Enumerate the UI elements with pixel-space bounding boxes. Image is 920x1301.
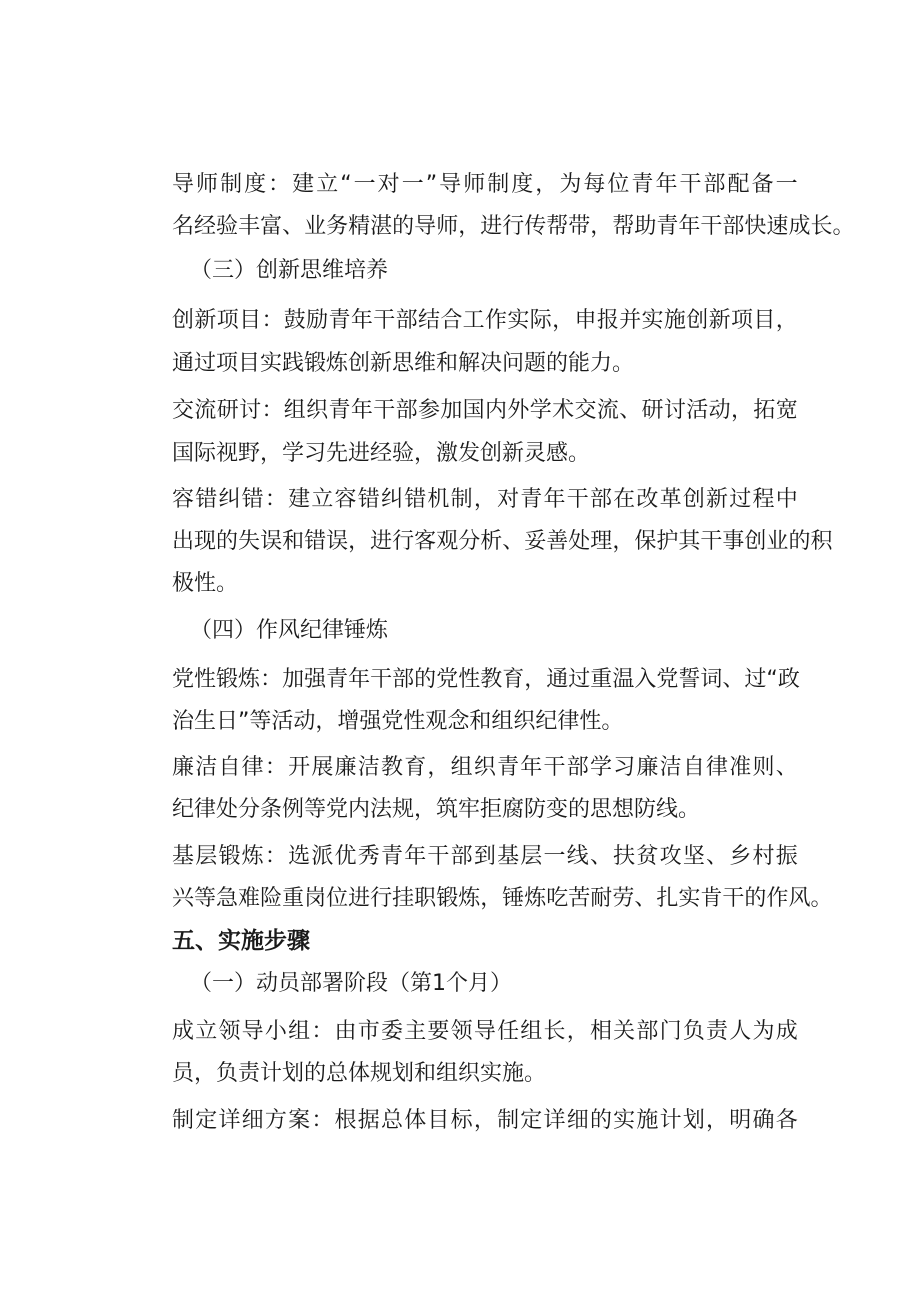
text-line: 治生日”等活动，增强党性观念和组织纪律性。 (172, 709, 624, 734)
text-line: 创 新 项 目 ： 鼓 励 青 年 干 部 结 合 工 作 实 际 ， 申 报 并 实 施 创 新 项 目 ， (172, 308, 798, 333)
text-line: 出 现 的 失 误 和 错 误 ， 进 行 客 观 分 析 、 妥 善 处 理 ， 保 护 其 干 事 创 业 的 积 (172, 529, 833, 554)
text-line: 员，负责计划的总体规划和组织实施。 (172, 1061, 547, 1086)
text-line: 容 错 纠 错 ： 建 立 容 错 纠 错 机 制 ， 对 青 年 干 部 在 改 革 创 新 过 程 中 (172, 487, 798, 512)
text-line: 导 师 制 度 ： 建 立 “ 一 对 一 ” 导 师 制 度 ， 为 每 位 青 年 干 部 配 备 一 (172, 172, 798, 197)
text-line: 通过项目实践锻炼创新思维和解决问题的能力。 (172, 351, 635, 376)
text-line: 极性。 (172, 571, 239, 596)
text-line: 兴 等 急 难 险 重 岗 位 进 行 挂 职 锻 炼 ， 锤 炼 吃 苦 耐 劳 、 扎 实 肯 干 的 作 风 。 (172, 886, 833, 911)
text-line: 成 立 领 导 小 组 ： 由 市 委 主 要 领 导 任 组 长 ， 相 关 部 门 负 责 人 为 成 (172, 1019, 798, 1044)
section-heading: 五、实施步骤 (172, 928, 310, 954)
text-line: 交 流 研 讨 ： 组 织 青 年 干 部 参 加 国 内 外 学 术 交 流 、 研 讨 活 动 ， 拓 宽 (172, 398, 798, 423)
text-line: 名 经 验 丰 富 、 业 务 精 湛 的 导 师 ， 进 行 传 帮 带 ， 帮 助 青 年 干 部 快 速 成 长 。 (172, 214, 855, 239)
sub-heading: （三）创新思维培养 (190, 258, 389, 283)
text-line: 基 层 锻 炼 ： 选 派 优 秀 青 年 干 部 到 基 层 一 线 、 扶 贫 攻 坚 、 乡 村 振 (172, 844, 798, 869)
sub-heading: （四）作风纪律锤炼 (190, 618, 389, 643)
text-line: 国际视野，学习先进经验，激发创新灵感。 (172, 441, 591, 466)
text-line: 制 定 详 细 方 案 ： 根 据 总 体 目 标 ， 制 定 详 细 的 实 施 计 划 ， 明 确 各 (172, 1108, 798, 1133)
sub-heading: （一）动员部署阶段（第1个月） (190, 971, 512, 996)
text-line: 纪律处分条例等党内法规，筑牢拒腐防变的思想防线。 (172, 797, 701, 822)
text-line: 党 性 锻 炼 ： 加 强 青 年 干 部 的 党 性 教 育 ， 通 过 重 温 入 党 誓 词 、 过 “ 政 (172, 667, 800, 692)
text-line: 廉 洁 自 律 ： 开 展 廉 洁 教 育 ， 组 织 青 年 干 部 学 习 廉 洁 自 律 准 则 、 (172, 755, 798, 780)
